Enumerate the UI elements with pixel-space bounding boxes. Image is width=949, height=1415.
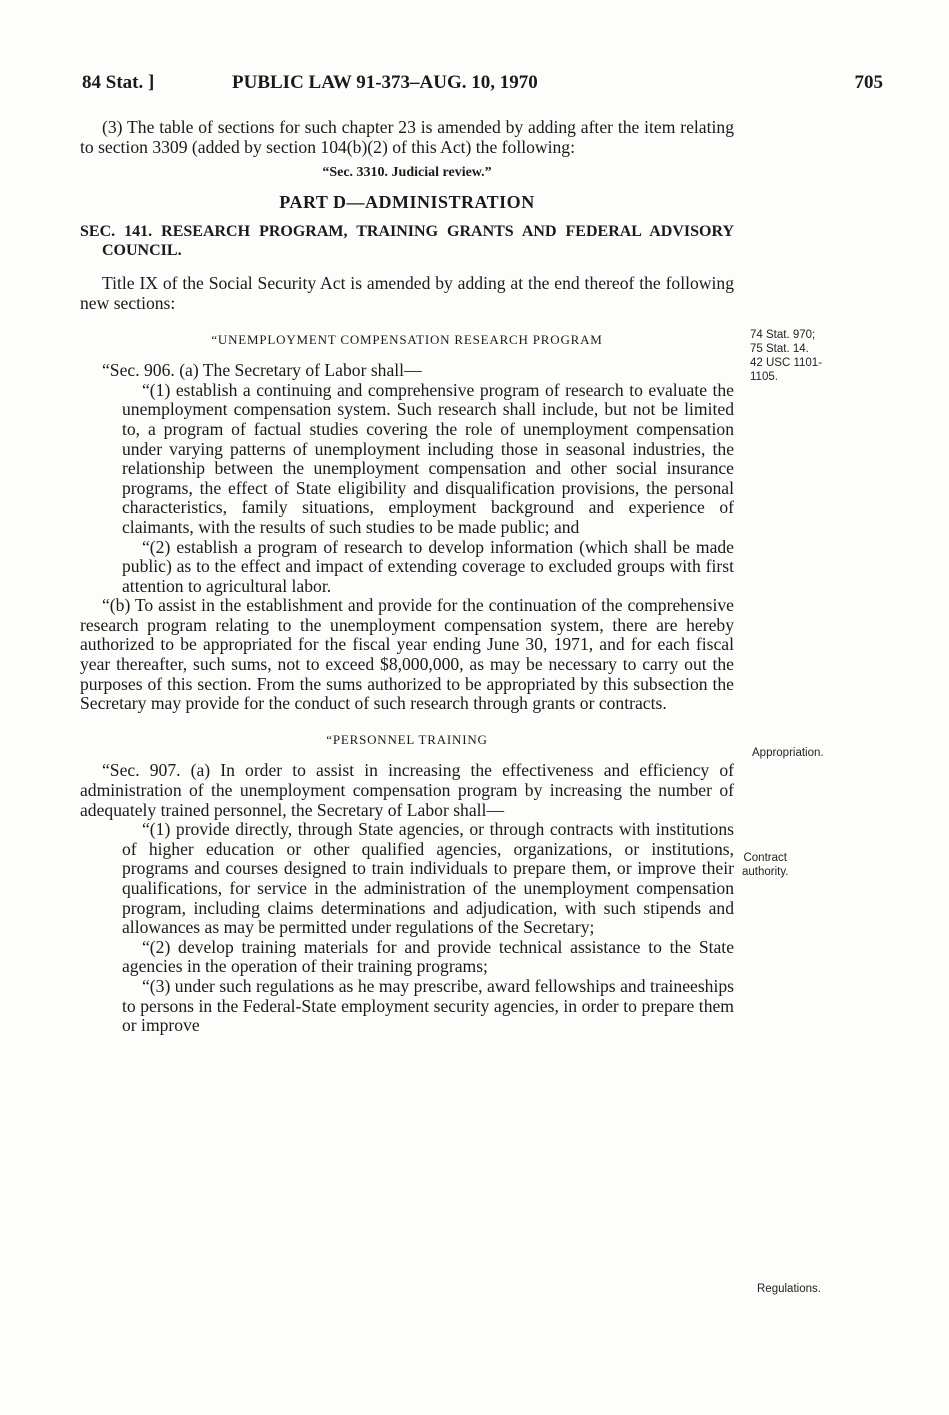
running-title: PUBLIC LAW 91-373–AUG. 10, 1970 <box>232 72 538 93</box>
citation-line: 1105. <box>750 371 778 383</box>
paragraph-table-of-sections: (3) The table of sections for such chapter 23 is amended by adding after the item relating to section 3309 (added by section 104(b)(2) of this Act) the following: <box>80 117 734 157</box>
section-906-clause-1: “(1) establish a continuing and comprehensive program of research to evaluate the unemployment compensation system. Such research shall include, but not be limited to, a program of factual studies covering the role of unemployment compensation under varying patterns of unemployment including those in seasonal industries, the relationship between the unemployment compensation and other social insurance programs, the effect of State eligibility and disqualification provisions, the personal characteristics, family situations, employment background and experience of claimants, with the results of such studies to be made public; and <box>122 379 734 537</box>
part-heading: PART D—ADMINISTRATION <box>279 191 535 212</box>
section-907-clauses <box>80 820 734 1036</box>
margin-note-appropriation: Appropriation. <box>752 747 824 759</box>
margin-note-statute-citation <box>750 328 822 384</box>
section-906-subsection-b: “(b) To assist in the establishment and provide for the continuation of the comprehensive research program relating to the unemployment compensation system, there are hereby authorized to be appropriated for the fiscal year ending June 30, 1971, and for each fiscal year thereafter, such sums, not to exceed $8,000,000, as may be necessary to carry out the purposes of this section. From the sums authorized to be appropriated by this subsection the Secretary may provide for the conduct of such research through grants or contracts. <box>80 595 734 714</box>
stat-volume: 84 Stat. ] <box>82 72 155 93</box>
page-number: 705 <box>854 72 883 93</box>
section-907-clause-2: “(2) develop training materials for and provide technical assistance to the State agencies in the operation of their training programs; <box>122 936 734 977</box>
paragraph-title-ix: Title IX of the Social Security Act is amended by adding at the end thereof the following new sections: <box>80 273 734 313</box>
section-906-intro: “Sec. 906. (a) The Secretary of Labor shall— <box>102 360 422 381</box>
page-header <box>82 72 883 98</box>
ucrp-heading: “UNEMPLOYMENT COMPENSATION RESEARCH PROGRAM <box>211 331 603 347</box>
section-907-intro: “Sec. 907. (a) In order to assist in increasing the effectiveness and efficiency of administration of the unemployment compensation program by increasing the number of adequately trained personnel, the Secretary of Labor shall— <box>80 760 734 820</box>
margin-note-contract-authority <box>742 851 788 879</box>
section-906-clause-2: “(2) establish a program of research to develop information (which shall be made public) as to the effect and impact of extending coverage to excluded groups with first attention to agricultural labor. <box>122 536 734 596</box>
main-text <box>80 118 734 1036</box>
contract-line: authority. <box>742 866 789 878</box>
citation-line: 74 Stat. 970; <box>750 329 816 341</box>
citation-line: 42 USC 1101- <box>750 357 823 369</box>
section-907-clause-1: “(1) provide directly, through State agencies, or through contracts with institutions of higher education or other qualified agencies, organizations, or institutions, programs and courses designed to train individuals to prepare them, or improve their qualifications, for service in the administration of the unemployment compensation program, including claims determinations and adjudication, with such stipends and allowances as may be permitted under regulations of the Secretary; <box>122 819 734 938</box>
section-141-heading: SEC. 141. RESEARCH PROGRAM, TRAINING GRANTS AND FEDERAL ADVISORY COUNCIL. <box>80 223 734 260</box>
citation-line: 75 Stat. 14. <box>750 343 809 355</box>
contract-line: Contract <box>743 852 787 864</box>
personnel-training-heading: “PERSONNEL TRAINING <box>326 731 488 747</box>
quoted-section-3310: “Sec. 3310. Judicial review.” <box>322 165 492 181</box>
margin-note-regulations: Regulations. <box>757 1283 821 1295</box>
section-906-clauses <box>80 381 734 597</box>
section-907-clause-3: “(3) under such regulations as he may prescribe, award fellowships and traineeships to persons in the Federal-State employment security agencies, in order to prepare them or improve <box>122 975 734 1036</box>
